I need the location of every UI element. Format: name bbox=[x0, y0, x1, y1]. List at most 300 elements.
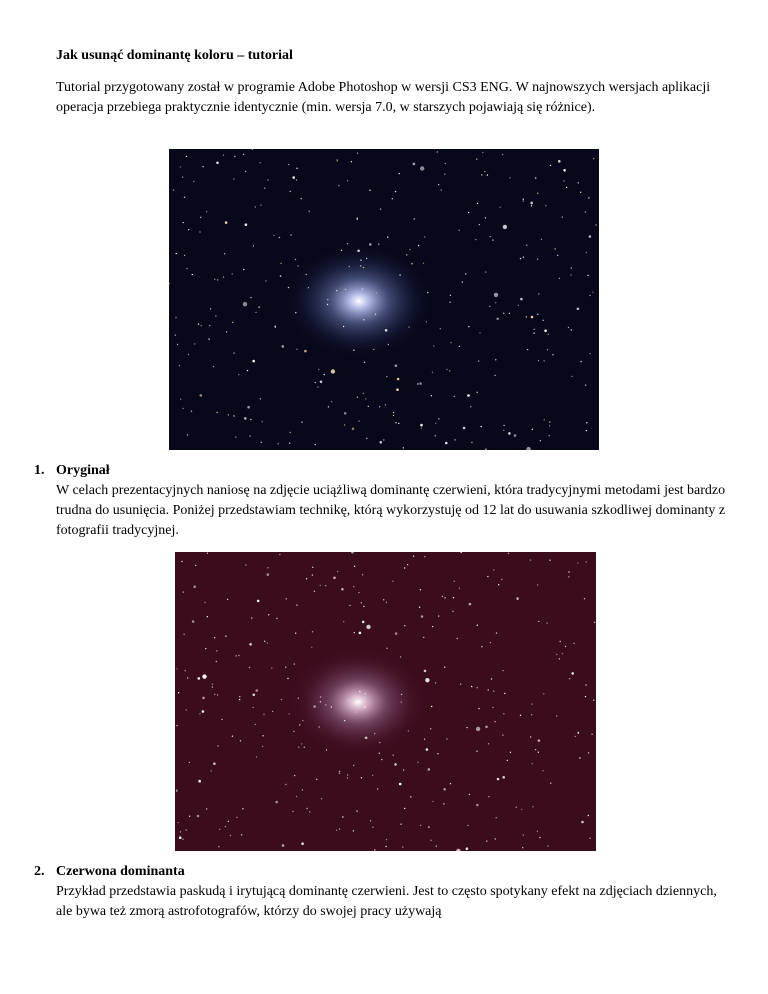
star bbox=[347, 774, 348, 775]
star bbox=[226, 331, 227, 332]
star bbox=[408, 730, 409, 731]
star bbox=[238, 655, 239, 656]
star bbox=[362, 288, 363, 289]
star bbox=[272, 711, 273, 712]
star bbox=[234, 156, 235, 157]
star bbox=[249, 435, 250, 436]
star bbox=[432, 801, 433, 802]
star bbox=[197, 815, 200, 818]
star bbox=[395, 191, 396, 192]
star bbox=[319, 726, 320, 727]
star bbox=[304, 350, 307, 353]
star bbox=[530, 559, 531, 560]
star bbox=[240, 740, 241, 741]
star bbox=[441, 189, 442, 190]
star bbox=[200, 394, 203, 397]
star bbox=[175, 334, 176, 335]
star bbox=[459, 588, 460, 589]
star bbox=[573, 643, 574, 644]
section-2 bbox=[34, 862, 734, 922]
star bbox=[366, 258, 367, 259]
star bbox=[255, 206, 256, 207]
star bbox=[378, 244, 379, 245]
star bbox=[312, 631, 313, 632]
red-cast-nebula-image bbox=[175, 552, 596, 851]
star bbox=[584, 598, 585, 599]
star bbox=[275, 326, 276, 327]
star bbox=[292, 176, 295, 179]
star bbox=[276, 618, 277, 619]
star bbox=[214, 279, 215, 280]
star bbox=[320, 585, 321, 586]
star bbox=[445, 163, 446, 164]
star bbox=[503, 225, 507, 229]
star bbox=[232, 736, 233, 737]
star bbox=[271, 668, 272, 669]
star bbox=[520, 298, 523, 301]
star bbox=[556, 654, 557, 655]
star bbox=[380, 208, 381, 209]
star bbox=[508, 432, 511, 435]
star bbox=[186, 156, 187, 157]
star bbox=[484, 171, 485, 172]
star bbox=[183, 591, 184, 592]
star bbox=[255, 312, 256, 313]
star bbox=[280, 275, 281, 276]
star bbox=[247, 370, 248, 371]
star bbox=[571, 329, 572, 330]
star bbox=[301, 743, 302, 744]
star bbox=[359, 691, 360, 692]
star bbox=[538, 739, 541, 742]
section-1-text: W celach prezentacyjnych naniosę na zdjęcie uciążliwą dominantę czerwieni, która tradycyjnymi metodami jest bardzo trudna do usunięcia. Poniżej przedstawiam technikę, którą wykorzystuję od 12 lat do usuwania szkodliwej dominanty z fotografii tradycyjnej. bbox=[56, 483, 726, 538]
star bbox=[224, 253, 225, 254]
star bbox=[392, 581, 393, 582]
star bbox=[386, 839, 387, 840]
star bbox=[296, 179, 297, 180]
star bbox=[230, 835, 231, 836]
star bbox=[425, 678, 429, 682]
star bbox=[427, 292, 428, 293]
star bbox=[324, 374, 325, 375]
star bbox=[385, 404, 386, 405]
star bbox=[253, 245, 254, 246]
star bbox=[419, 607, 420, 608]
star bbox=[569, 678, 570, 679]
star bbox=[538, 621, 539, 622]
star bbox=[420, 589, 421, 590]
star bbox=[410, 796, 411, 797]
star bbox=[508, 553, 509, 554]
star bbox=[192, 274, 193, 275]
star bbox=[463, 427, 466, 430]
star bbox=[533, 333, 534, 334]
star bbox=[178, 822, 179, 823]
star bbox=[518, 305, 519, 306]
star bbox=[595, 224, 596, 225]
star bbox=[406, 254, 407, 255]
star bbox=[290, 432, 291, 433]
star bbox=[503, 430, 504, 431]
star bbox=[365, 737, 368, 740]
star bbox=[496, 318, 499, 321]
star bbox=[547, 845, 548, 846]
star bbox=[446, 738, 447, 739]
star bbox=[241, 834, 242, 835]
star bbox=[443, 803, 444, 804]
star bbox=[485, 217, 486, 218]
star bbox=[543, 320, 544, 321]
star bbox=[344, 412, 347, 415]
star bbox=[379, 753, 380, 754]
star bbox=[261, 442, 262, 443]
star bbox=[544, 329, 547, 332]
star bbox=[189, 816, 190, 817]
star bbox=[347, 777, 348, 778]
star bbox=[459, 346, 460, 347]
star bbox=[223, 155, 224, 156]
star bbox=[264, 641, 265, 642]
star bbox=[363, 393, 364, 394]
star bbox=[532, 763, 533, 764]
star bbox=[577, 308, 580, 311]
star bbox=[580, 192, 581, 193]
star bbox=[559, 278, 560, 279]
star bbox=[466, 727, 467, 728]
star bbox=[299, 724, 300, 725]
star bbox=[327, 299, 328, 300]
star bbox=[304, 747, 305, 748]
star bbox=[177, 344, 178, 345]
star bbox=[314, 591, 315, 592]
nebula-glow bbox=[286, 646, 430, 758]
star bbox=[294, 775, 295, 776]
star bbox=[306, 274, 307, 275]
star bbox=[192, 620, 195, 623]
star bbox=[353, 765, 354, 766]
star bbox=[526, 245, 527, 246]
star bbox=[467, 825, 468, 826]
star bbox=[328, 406, 329, 407]
star bbox=[446, 369, 447, 370]
star bbox=[243, 269, 244, 270]
star bbox=[233, 415, 234, 416]
star bbox=[354, 566, 355, 567]
star bbox=[189, 762, 190, 763]
star bbox=[216, 412, 217, 413]
star bbox=[523, 200, 524, 201]
star bbox=[490, 642, 491, 643]
star bbox=[548, 334, 549, 335]
star bbox=[285, 784, 286, 785]
star bbox=[294, 663, 295, 664]
star bbox=[476, 158, 477, 159]
star bbox=[255, 724, 256, 725]
star bbox=[228, 414, 229, 415]
star bbox=[531, 714, 532, 715]
star bbox=[379, 406, 380, 407]
star bbox=[437, 753, 438, 754]
star bbox=[418, 245, 419, 246]
star bbox=[400, 656, 401, 657]
star bbox=[213, 762, 216, 765]
star bbox=[462, 281, 463, 282]
star bbox=[585, 385, 586, 386]
star bbox=[498, 584, 499, 585]
star bbox=[233, 352, 234, 353]
star bbox=[236, 817, 237, 818]
star bbox=[320, 381, 323, 384]
star bbox=[424, 556, 425, 557]
star bbox=[504, 693, 505, 694]
star bbox=[495, 302, 496, 303]
star bbox=[563, 169, 566, 172]
star bbox=[195, 565, 196, 566]
star bbox=[289, 713, 290, 714]
star bbox=[531, 205, 532, 206]
star bbox=[586, 430, 587, 431]
star bbox=[466, 847, 469, 850]
star bbox=[341, 250, 342, 251]
star bbox=[297, 265, 298, 266]
star bbox=[214, 694, 215, 695]
star bbox=[510, 752, 511, 753]
star bbox=[296, 796, 297, 797]
star bbox=[180, 399, 181, 400]
star bbox=[311, 647, 312, 648]
star bbox=[347, 180, 348, 181]
star bbox=[502, 776, 505, 779]
star bbox=[245, 223, 248, 226]
star bbox=[278, 443, 279, 444]
star bbox=[521, 809, 522, 810]
star bbox=[386, 376, 387, 377]
star bbox=[522, 847, 523, 848]
star bbox=[588, 815, 589, 816]
star bbox=[175, 317, 176, 318]
star bbox=[424, 236, 425, 237]
star bbox=[550, 783, 551, 784]
star bbox=[345, 289, 346, 290]
star bbox=[477, 625, 478, 626]
star bbox=[492, 239, 493, 240]
star bbox=[496, 817, 497, 818]
star bbox=[206, 211, 207, 212]
star bbox=[546, 622, 547, 623]
star bbox=[337, 159, 338, 160]
star bbox=[186, 829, 187, 830]
star bbox=[320, 696, 321, 697]
star bbox=[347, 243, 348, 244]
star bbox=[423, 637, 424, 638]
red-cast-nebula-photo bbox=[175, 552, 596, 851]
star bbox=[509, 313, 510, 314]
star bbox=[383, 599, 384, 600]
star bbox=[366, 438, 367, 439]
star bbox=[301, 842, 304, 845]
star bbox=[385, 329, 388, 332]
star bbox=[535, 177, 536, 178]
star bbox=[273, 235, 274, 236]
star bbox=[352, 427, 355, 430]
star bbox=[358, 420, 359, 421]
star bbox=[211, 770, 212, 771]
star bbox=[325, 585, 326, 586]
star bbox=[318, 369, 319, 370]
star bbox=[393, 415, 394, 416]
star bbox=[532, 429, 533, 430]
star bbox=[537, 259, 538, 260]
star bbox=[267, 179, 268, 180]
star bbox=[349, 266, 350, 267]
star bbox=[243, 302, 247, 306]
star bbox=[183, 634, 184, 635]
star bbox=[465, 273, 466, 274]
star bbox=[325, 704, 326, 705]
star bbox=[537, 314, 538, 315]
star bbox=[227, 599, 228, 600]
star bbox=[589, 353, 590, 354]
star bbox=[494, 721, 495, 722]
star bbox=[315, 382, 316, 383]
star bbox=[471, 442, 472, 443]
star bbox=[432, 372, 433, 373]
star bbox=[549, 560, 550, 561]
star bbox=[588, 752, 589, 753]
star bbox=[586, 252, 587, 253]
star bbox=[316, 779, 317, 780]
star bbox=[217, 279, 218, 280]
star bbox=[487, 576, 488, 577]
star bbox=[317, 386, 318, 387]
star bbox=[450, 783, 451, 784]
star bbox=[393, 412, 394, 413]
star bbox=[435, 435, 436, 436]
star bbox=[493, 691, 494, 692]
star bbox=[395, 364, 398, 367]
star bbox=[357, 250, 360, 253]
star bbox=[188, 229, 189, 230]
star bbox=[198, 323, 199, 324]
star bbox=[444, 667, 445, 668]
star bbox=[436, 846, 437, 847]
star bbox=[182, 839, 183, 840]
star bbox=[308, 287, 309, 288]
star bbox=[201, 325, 202, 326]
star bbox=[486, 840, 487, 841]
star bbox=[496, 632, 497, 633]
star bbox=[509, 177, 510, 178]
star bbox=[244, 417, 247, 420]
star bbox=[543, 360, 544, 361]
star bbox=[262, 735, 263, 736]
star bbox=[547, 349, 548, 350]
star bbox=[315, 444, 316, 445]
star bbox=[490, 236, 491, 237]
star bbox=[485, 271, 486, 272]
star bbox=[502, 734, 503, 735]
star bbox=[369, 243, 372, 246]
star bbox=[485, 726, 488, 729]
star bbox=[419, 382, 422, 385]
star bbox=[207, 553, 208, 554]
star bbox=[207, 616, 208, 617]
star bbox=[420, 166, 424, 170]
star bbox=[216, 661, 217, 662]
star bbox=[571, 672, 574, 675]
star bbox=[260, 398, 261, 399]
star bbox=[202, 697, 205, 700]
star bbox=[581, 821, 584, 824]
star bbox=[202, 710, 205, 713]
star bbox=[212, 686, 213, 687]
star bbox=[394, 763, 397, 766]
star bbox=[279, 554, 280, 555]
star bbox=[393, 755, 394, 756]
star bbox=[282, 844, 285, 847]
star bbox=[414, 218, 415, 219]
star bbox=[593, 158, 594, 159]
star bbox=[449, 370, 450, 371]
star bbox=[239, 696, 240, 697]
star bbox=[265, 280, 266, 281]
star bbox=[262, 746, 263, 747]
star bbox=[549, 425, 550, 426]
star bbox=[535, 749, 536, 750]
star bbox=[579, 757, 580, 758]
star bbox=[413, 556, 414, 557]
star bbox=[309, 211, 310, 212]
star bbox=[503, 313, 504, 314]
star bbox=[440, 328, 441, 329]
star bbox=[250, 419, 251, 420]
star bbox=[221, 719, 222, 720]
star bbox=[356, 810, 357, 811]
star bbox=[202, 166, 203, 167]
star bbox=[476, 727, 480, 731]
star bbox=[530, 202, 533, 205]
star bbox=[360, 265, 361, 266]
star bbox=[428, 768, 431, 771]
star bbox=[381, 759, 382, 760]
star bbox=[326, 749, 327, 750]
star bbox=[217, 694, 218, 695]
star bbox=[449, 302, 450, 303]
star bbox=[212, 684, 213, 685]
star bbox=[178, 692, 179, 693]
star bbox=[432, 626, 433, 627]
star bbox=[380, 441, 383, 444]
star bbox=[586, 561, 587, 562]
star bbox=[459, 230, 460, 231]
star bbox=[398, 423, 399, 424]
star bbox=[293, 731, 294, 732]
star bbox=[191, 411, 192, 412]
star bbox=[202, 674, 206, 678]
star bbox=[592, 292, 593, 293]
star bbox=[586, 422, 587, 423]
star bbox=[198, 780, 201, 783]
star bbox=[356, 712, 357, 713]
star bbox=[289, 443, 290, 444]
star bbox=[206, 808, 207, 809]
star bbox=[437, 151, 438, 152]
star bbox=[375, 314, 376, 315]
star bbox=[288, 164, 289, 165]
star bbox=[361, 602, 362, 603]
star bbox=[186, 268, 187, 269]
star bbox=[219, 829, 220, 830]
